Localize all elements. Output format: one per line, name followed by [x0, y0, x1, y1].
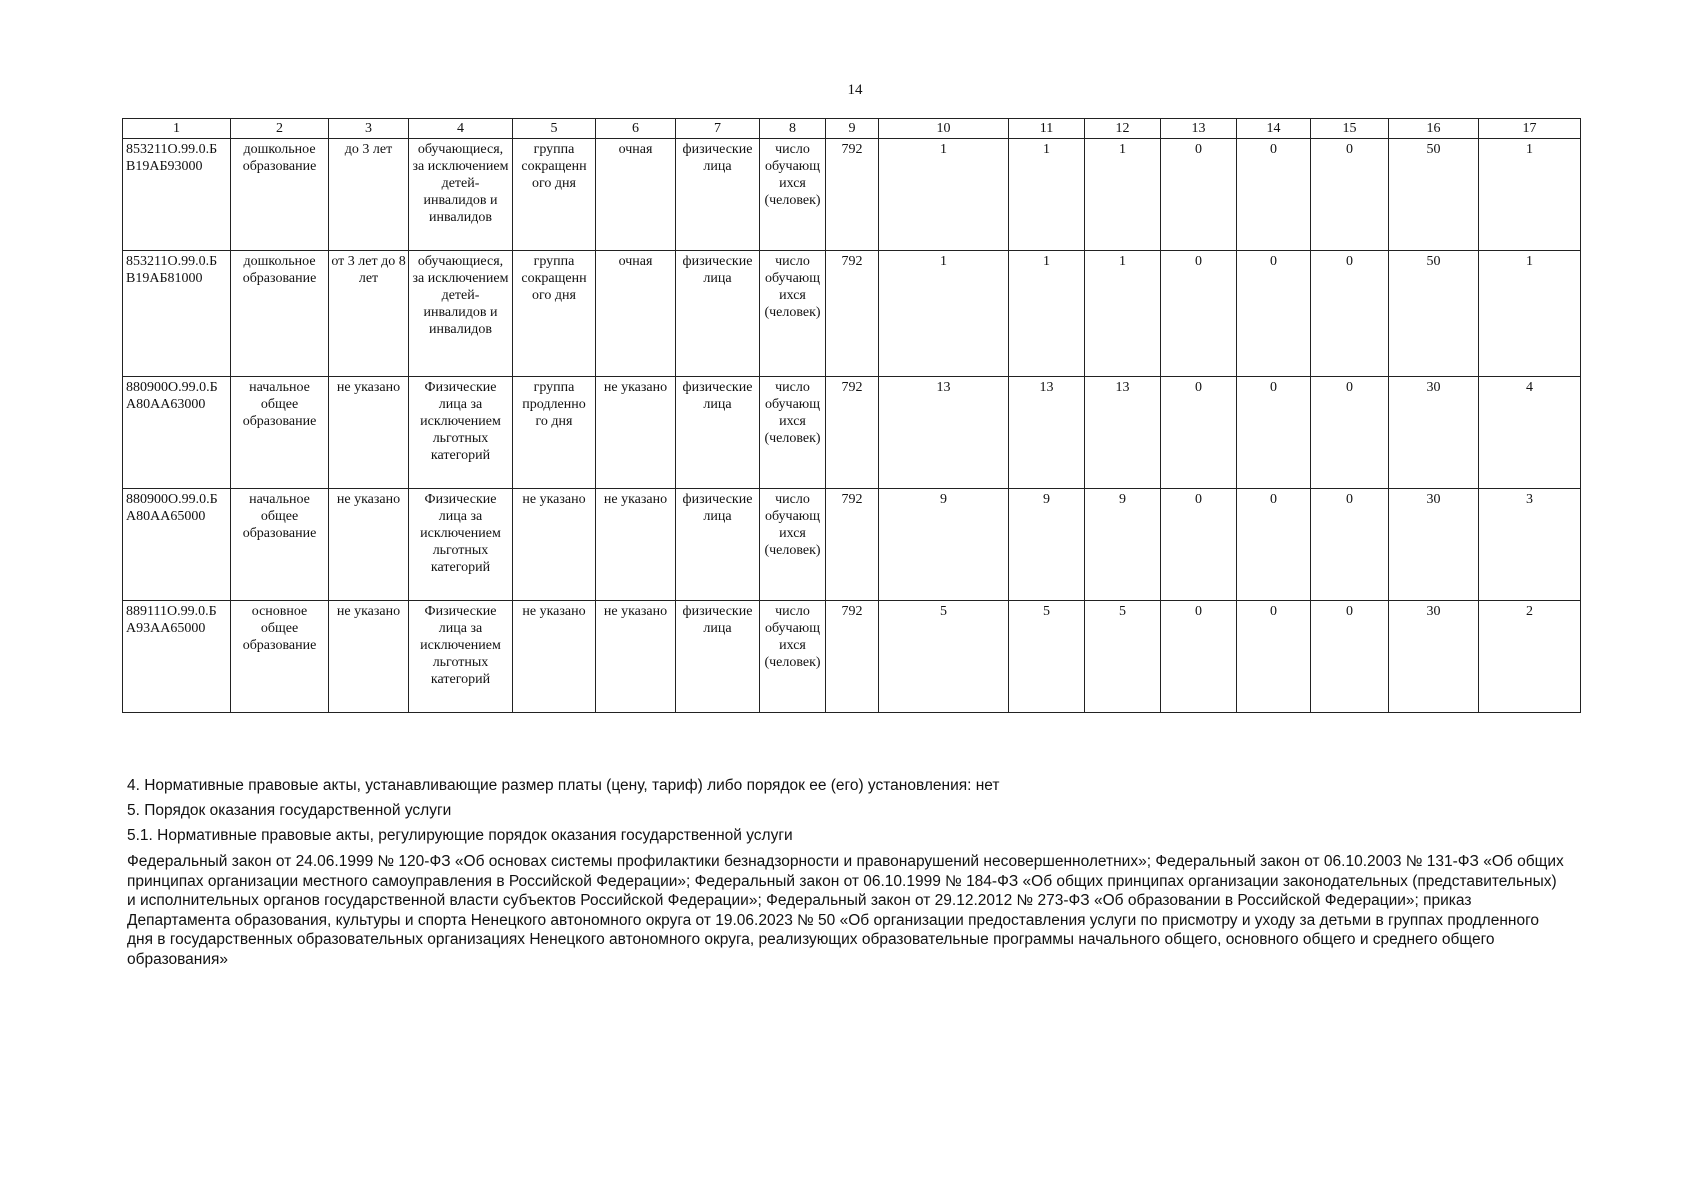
- column-header: 6: [596, 119, 676, 139]
- table-cell: Физические лица за исключением льготных категорий: [409, 377, 513, 489]
- table-cell: физические лица: [676, 489, 760, 601]
- column-header: 12: [1085, 119, 1161, 139]
- column-header: 8: [760, 119, 826, 139]
- table-cell: 30: [1389, 377, 1479, 489]
- table-cell: дошкольное образование: [231, 251, 329, 377]
- table-cell: начальное общее образование: [231, 377, 329, 489]
- table-cell: число обучающ ихся (человек): [760, 139, 826, 251]
- table-cell: физические лица: [676, 377, 760, 489]
- table-cell: число обучающ ихся (человек): [760, 489, 826, 601]
- table-cell: 792: [826, 601, 879, 713]
- column-header: 2: [231, 119, 329, 139]
- table-cell: 13: [1009, 377, 1085, 489]
- table-cell: 50: [1389, 139, 1479, 251]
- column-header: 5: [513, 119, 596, 139]
- table-cell: 0: [1161, 251, 1237, 377]
- table-cell: 0: [1237, 489, 1311, 601]
- table-cell: физические лица: [676, 251, 760, 377]
- table-cell: 0: [1161, 139, 1237, 251]
- table-cell: 5: [1085, 601, 1161, 713]
- table-cell: 889111О.99.0.Б А93АА65000: [123, 601, 231, 713]
- table-cell: 5: [879, 601, 1009, 713]
- table-cell: группа продленно го дня: [513, 377, 596, 489]
- table-cell: 792: [826, 139, 879, 251]
- column-header: 16: [1389, 119, 1479, 139]
- table-cell: обучающиеся, за исключением детей-инвалидов и инвалидов: [409, 139, 513, 251]
- table-cell: 1: [1085, 251, 1161, 377]
- table-cell: не указано: [513, 601, 596, 713]
- table-cell: 853211О.99.0.Б В19АБ93000: [123, 139, 231, 251]
- table-cell: 30: [1389, 601, 1479, 713]
- table-cell: до 3 лет: [329, 139, 409, 251]
- table-cell: не указано: [596, 601, 676, 713]
- table-cell: число обучающ ихся (человек): [760, 251, 826, 377]
- table-cell: 9: [1009, 489, 1085, 601]
- service-volume-table: [122, 118, 1581, 713]
- table-cell: 0: [1237, 377, 1311, 489]
- column-header: 9: [826, 119, 879, 139]
- table-cell: 9: [1085, 489, 1161, 601]
- table-cell: 13: [1085, 377, 1161, 489]
- column-header: 11: [1009, 119, 1085, 139]
- note-fees-acts: 4. Нормативные правовые акты, устанавливающие размер платы (цену, тариф) либо порядок ее (его) установления: нет: [127, 777, 1000, 794]
- table-cell: очная: [596, 251, 676, 377]
- table-header-row: [123, 119, 1581, 139]
- table-cell: от 3 лет до 8 лет: [329, 251, 409, 377]
- table-cell: обучающиеся, за исключением детей-инвалидов и инвалидов: [409, 251, 513, 377]
- note-service-procedure: 5. Порядок оказания государственной услуги: [127, 802, 452, 819]
- column-header: 7: [676, 119, 760, 139]
- table-cell: физические лица: [676, 139, 760, 251]
- table-cell: 0: [1311, 377, 1389, 489]
- table-cell: 792: [826, 251, 879, 377]
- table-cell: 50: [1389, 251, 1479, 377]
- table-cell: 1: [1479, 139, 1581, 251]
- table-cell: 0: [1311, 601, 1389, 713]
- column-header: 14: [1237, 119, 1311, 139]
- column-header: 3: [329, 119, 409, 139]
- table-cell: основное общее образование: [231, 601, 329, 713]
- table-cell: физические лица: [676, 601, 760, 713]
- table-row: [123, 377, 1581, 489]
- notes-section: [127, 776, 1567, 974]
- table-cell: 13: [879, 377, 1009, 489]
- table-cell: 0: [1311, 139, 1389, 251]
- table-cell: 792: [826, 489, 879, 601]
- table-cell: Физические лица за исключением льготных категорий: [409, 601, 513, 713]
- table-cell: 0: [1161, 377, 1237, 489]
- column-header: 13: [1161, 119, 1237, 139]
- table-cell: Физические лица за исключением льготных категорий: [409, 489, 513, 601]
- table-row: [123, 489, 1581, 601]
- table-cell: 0: [1311, 251, 1389, 377]
- table-cell: 0: [1161, 489, 1237, 601]
- table-cell: не указано: [513, 489, 596, 601]
- table-cell: не указано: [329, 601, 409, 713]
- table-row: [123, 601, 1581, 713]
- table-cell: 4: [1479, 377, 1581, 489]
- table-cell: не указано: [596, 377, 676, 489]
- table-cell: 880900О.99.0.Б А80АА65000: [123, 489, 231, 601]
- table-row: [123, 251, 1581, 377]
- table-cell: 0: [1237, 139, 1311, 251]
- column-header: 17: [1479, 119, 1581, 139]
- table-cell: не указано: [329, 489, 409, 601]
- laws-list: Федеральный закон от 24.06.1999 № 120-ФЗ «Об основах системы профилактики безнадзорности и правонарушений несовершеннолетних»; Федеральный закон от 06.10.2003 № 131-ФЗ «Об общих принципах организации местного самоуправления в Российской Федерации»; Федеральный закон от 06.10.1999 № 184-ФЗ «Об общих принципах организации законодательных (представительных) и исполнительных органов государственной власти субъектов Российской Федерации»; Федеральный закон от 29.12.2012 № 273-ФЗ «Об образовании в Российской Федерации»; приказ Департамента образования, культуры и спорта Ненецкого автономного округа от 19.06.2023 № 50 «Об организации предоставления услуги по присмотру и уходу за детьми в группах продленного дня в государственных образовательных организациях Ненецкого автономного округа, реализующих образовательные программы начального общего, основного общего и среднего общего образования»: [127, 853, 1564, 968]
- table-cell: 1: [879, 139, 1009, 251]
- table-cell: 9: [879, 489, 1009, 601]
- table-cell: группа сокращенн ого дня: [513, 139, 596, 251]
- table-cell: 853211О.99.0.Б В19АБ81000: [123, 251, 231, 377]
- table-cell: 0: [1311, 489, 1389, 601]
- table-cell: 792: [826, 377, 879, 489]
- table-cell: не указано: [329, 377, 409, 489]
- page-number: 14: [847, 82, 863, 98]
- column-header: 10: [879, 119, 1009, 139]
- table-cell: 1: [1009, 251, 1085, 377]
- table-cell: очная: [596, 139, 676, 251]
- column-header: 4: [409, 119, 513, 139]
- table-cell: 5: [1009, 601, 1085, 713]
- table-cell: число обучающ ихся (человек): [760, 377, 826, 489]
- table-cell: начальное общее образование: [231, 489, 329, 601]
- table-cell: 1: [1009, 139, 1085, 251]
- table-cell: 0: [1237, 251, 1311, 377]
- table-cell: 1: [879, 251, 1009, 377]
- table-cell: дошкольное образование: [231, 139, 329, 251]
- table-cell: 1: [1479, 251, 1581, 377]
- table-cell: 3: [1479, 489, 1581, 601]
- table-cell: число обучающ ихся (человек): [760, 601, 826, 713]
- table-cell: 2: [1479, 601, 1581, 713]
- table-cell: 30: [1389, 489, 1479, 601]
- table-cell: 0: [1237, 601, 1311, 713]
- table-cell: 880900О.99.0.Б А80АА63000: [123, 377, 231, 489]
- column-header: 15: [1311, 119, 1389, 139]
- column-header: 1: [123, 119, 231, 139]
- note-regulating-acts: 5.1. Нормативные правовые акты, регулирующие порядок оказания государственной услуги: [127, 827, 793, 844]
- table-row: [123, 139, 1581, 251]
- table-cell: 1: [1085, 139, 1161, 251]
- table-cell: 0: [1161, 601, 1237, 713]
- table-cell: не указано: [596, 489, 676, 601]
- table-cell: группа сокращенн ого дня: [513, 251, 596, 377]
